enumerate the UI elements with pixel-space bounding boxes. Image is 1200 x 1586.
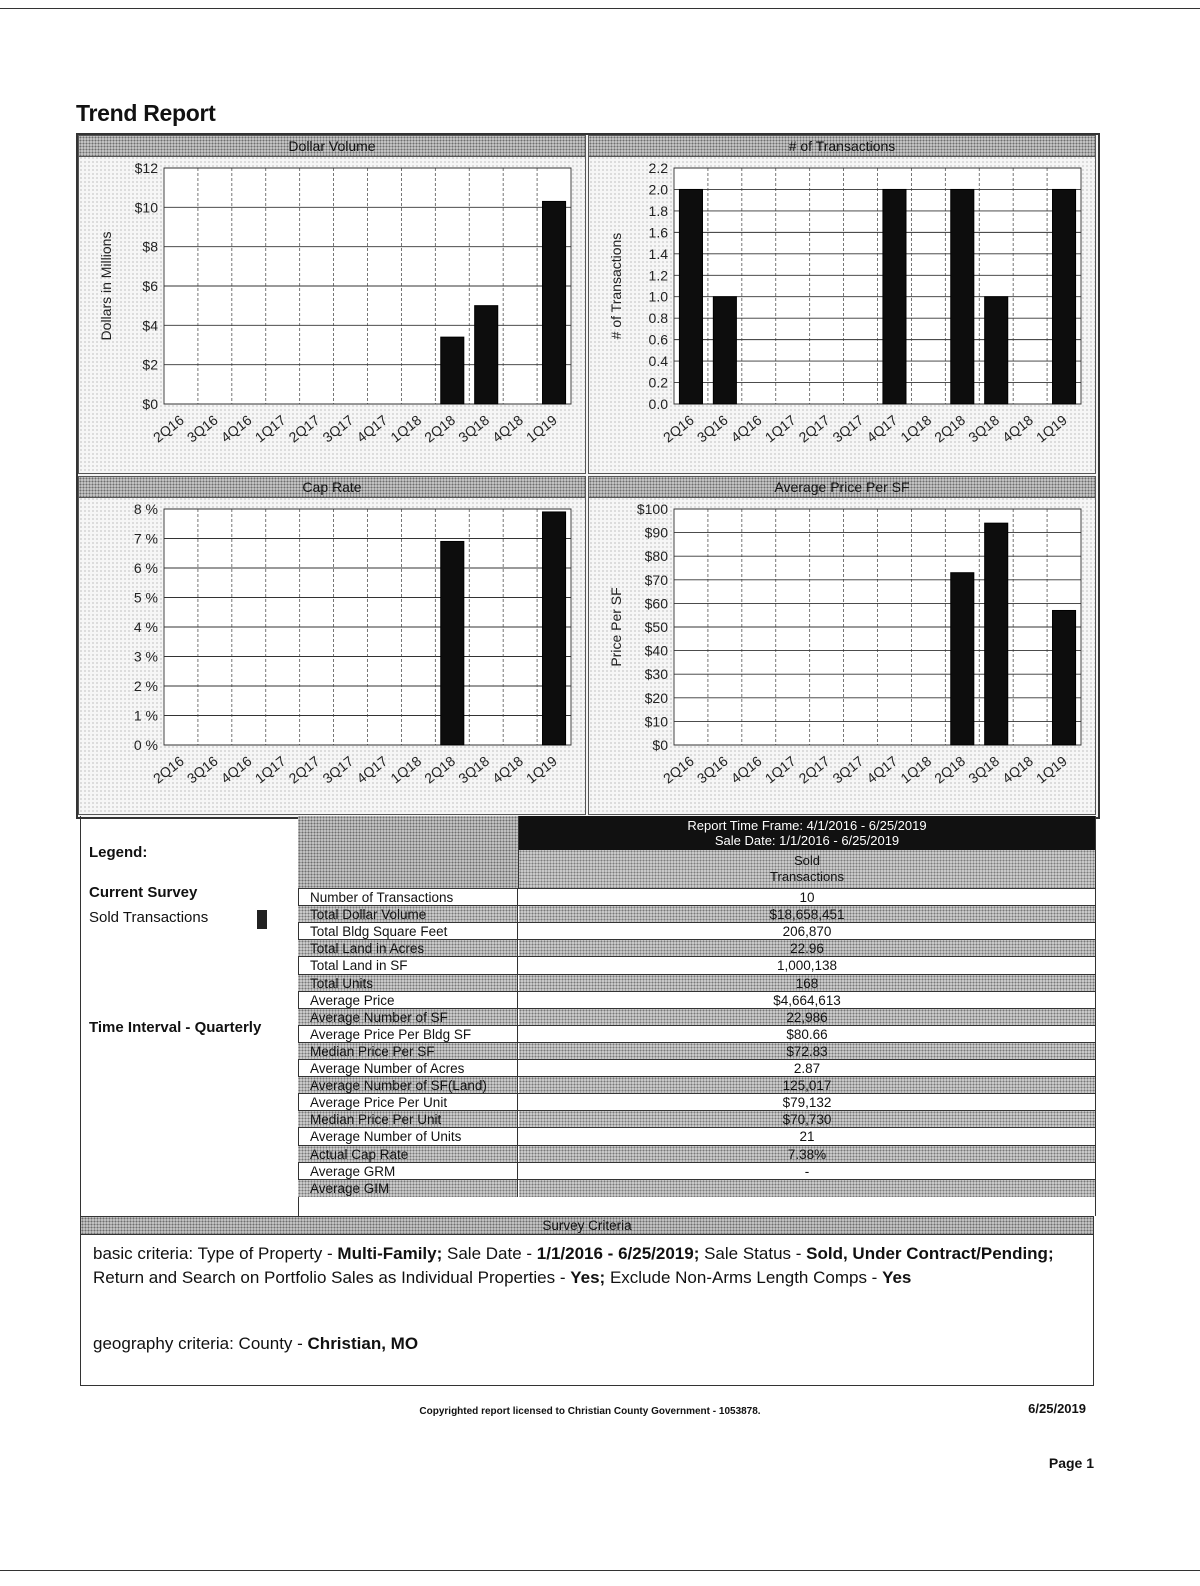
basic-criteria — [93, 1242, 1083, 1290]
y-tick-label: 1 % — [133, 707, 158, 724]
x-tick-label: 4Q16 — [217, 752, 255, 787]
bar — [543, 512, 566, 745]
row-value: 7.38% — [519, 1146, 1095, 1163]
row-value: $79,132 — [782, 1095, 832, 1111]
x-tick-label: 2Q17 — [285, 411, 323, 446]
x-tick-label: 2Q18 — [931, 411, 969, 446]
row-value: - — [804, 1163, 810, 1179]
bar — [951, 573, 974, 745]
row-value: 10 — [799, 890, 815, 905]
page-number: Page 1 — [1048, 1455, 1094, 1471]
y-tick-label: 3 % — [133, 648, 158, 665]
x-tick-label: 3Q16 — [693, 411, 731, 446]
table-row — [298, 1179, 1095, 1197]
dollar-volume-plot — [79, 156, 586, 474]
y-tick-label: 1.8 — [648, 202, 668, 219]
table-header-sold — [519, 850, 1095, 888]
row-label: Average Price Per Unit — [298, 1094, 518, 1111]
row-label: Average Number of SF — [298, 1009, 518, 1026]
x-tick-label: 1Q18 — [387, 752, 425, 787]
y-tick-label: $12 — [134, 160, 158, 176]
bar — [883, 189, 906, 404]
x-tick-label: 2Q16 — [149, 411, 187, 446]
y-tick-label: 1.0 — [648, 288, 668, 305]
y-tick-label: 7 % — [133, 530, 158, 547]
y-tick-label: $70 — [644, 571, 668, 588]
x-tick-label: 2Q17 — [795, 411, 833, 446]
table-row — [298, 1110, 1095, 1128]
x-tick-label: 4Q17 — [863, 411, 901, 446]
criteria-header: Survey Criteria — [81, 1216, 1093, 1235]
row-label: Average GIM — [298, 1180, 518, 1197]
row-label: Median Price Per Unit — [298, 1111, 518, 1128]
bar — [441, 541, 464, 745]
bar — [985, 523, 1008, 745]
y-tick-label: $0 — [142, 396, 158, 412]
row-label: Median Price Per SF — [298, 1043, 518, 1060]
table-row — [298, 1145, 1095, 1163]
table-row — [298, 939, 1095, 957]
x-tick-label: 2Q17 — [285, 752, 323, 787]
y-tick-label: 0.0 — [648, 396, 668, 412]
bar — [713, 297, 736, 404]
y-tick-label: $20 — [644, 689, 668, 706]
row-value: 22,986 — [519, 1009, 1095, 1026]
survey-criteria — [80, 1216, 1094, 1386]
bar — [1053, 610, 1076, 745]
status-value: Sold, Under Contract/Pending; — [806, 1244, 1054, 1263]
table-row — [298, 1162, 1095, 1180]
x-tick-label: 2Q16 — [659, 411, 697, 446]
x-tick-label: 3Q18 — [455, 752, 493, 787]
table-row — [298, 974, 1095, 992]
x-tick-label: 1Q19 — [1033, 752, 1070, 787]
x-tick-label: 3Q18 — [965, 411, 1003, 446]
x-tick-label: 4Q18 — [999, 411, 1036, 446]
portfolio-label: Return and Search on Portfolio Sales as Individual Properties - — [93, 1268, 566, 1287]
date-value: 1/1/2016 - 6/25/2019; — [536, 1244, 700, 1263]
x-tick-label: 2Q17 — [795, 752, 833, 787]
y-tick-label: 0.8 — [648, 310, 668, 327]
row-value: 21 — [799, 1129, 815, 1145]
x-tick-label: 3Q17 — [829, 411, 867, 446]
y-tick-label: 0.6 — [648, 331, 668, 348]
y-tick-label: 5 % — [133, 589, 158, 606]
x-tick-label: 1Q18 — [897, 752, 935, 787]
x-tick-label: 2Q18 — [931, 752, 969, 787]
price-per-sf-chart — [588, 476, 1096, 815]
chart-title: Average Price Per SF — [589, 477, 1095, 498]
x-tick-label: 4Q17 — [863, 752, 901, 787]
row-value: 1,000,138 — [776, 958, 838, 974]
cap-rate-plot — [79, 497, 586, 815]
y-axis-label: # of Transactions — [608, 232, 624, 340]
row-label: Number of Transactions — [298, 889, 518, 906]
row-value: $4,664,613 — [773, 992, 841, 1008]
chart-title: # of Transactions — [589, 136, 1095, 157]
price-per-sf-plot — [589, 497, 1096, 815]
y-tick-label: 2.0 — [648, 181, 668, 198]
geo-label: County - — [238, 1334, 303, 1353]
x-tick-label: 3Q16 — [183, 411, 221, 446]
row-value: $80.66 — [786, 1026, 828, 1042]
y-axis-label: Dollars in Millions — [98, 231, 114, 341]
table-row — [298, 1127, 1095, 1145]
chart-title: Dollar Volume — [79, 136, 585, 157]
y-tick-label: $10 — [134, 199, 158, 216]
y-tick-label: $90 — [644, 524, 668, 541]
bar — [985, 297, 1008, 404]
row-label: Total Bldg Square Feet — [298, 923, 518, 940]
y-tick-label: $6 — [142, 278, 158, 294]
legend — [81, 816, 299, 1216]
table-row — [298, 991, 1095, 1009]
x-tick-label: 2Q18 — [421, 752, 459, 787]
x-tick-label: 4Q16 — [217, 411, 255, 446]
type-value: Multi-Family; — [337, 1244, 443, 1263]
row-label: Total Units — [298, 975, 518, 992]
transactions-plot — [589, 156, 1096, 474]
row-label: Average Number of SF(Land) — [298, 1077, 518, 1094]
row-label: Total Land in Acres — [298, 940, 518, 957]
y-tick-label: $60 — [644, 595, 668, 612]
summary-table — [298, 816, 1095, 1216]
exclude-label: Exclude Non-Arms Length Comps - — [609, 1268, 878, 1287]
footer-date: 6/25/2019 — [1028, 1401, 1086, 1416]
y-tick-label: 4 % — [133, 619, 158, 635]
x-tick-label: 3Q17 — [319, 411, 357, 446]
dollar-volume-chart — [78, 135, 586, 474]
row-label: Total Dollar Volume — [298, 906, 518, 923]
type-label: Type of Property - — [197, 1244, 333, 1263]
table-row — [298, 905, 1095, 923]
x-tick-label: 1Q17 — [251, 411, 289, 446]
y-tick-label: $8 — [142, 238, 158, 255]
x-tick-label: 4Q18 — [999, 752, 1036, 787]
row-value: 125,017 — [519, 1077, 1095, 1094]
y-tick-label: 2.2 — [648, 160, 668, 176]
x-tick-label: 3Q17 — [319, 752, 357, 787]
x-tick-label: 2Q18 — [421, 411, 459, 446]
column-header-sold: Sold — [793, 853, 821, 868]
table-row — [298, 1059, 1095, 1077]
row-value: 168 — [519, 975, 1095, 992]
y-tick-label: 2 % — [133, 678, 158, 694]
row-value: 206,870 — [782, 924, 832, 940]
portfolio-value: Yes; — [570, 1268, 606, 1287]
x-tick-label: 1Q17 — [251, 752, 289, 787]
y-tick-label: $50 — [644, 619, 668, 635]
x-tick-label: 4Q16 — [727, 752, 765, 787]
x-tick-label: 3Q16 — [693, 752, 731, 787]
y-tick-label: $30 — [644, 666, 668, 683]
geography-criteria — [93, 1334, 418, 1354]
y-tick-label: $0 — [652, 737, 668, 753]
row-value — [519, 1180, 1095, 1197]
column-header-transactions: Transactions — [770, 869, 844, 884]
exclude-value: Yes — [882, 1268, 912, 1287]
table-row — [298, 1008, 1095, 1026]
y-tick-label: 1.4 — [648, 245, 668, 262]
x-tick-label: 1Q19 — [523, 752, 560, 787]
cap-rate-chart — [78, 476, 586, 815]
y-tick-label: 1.6 — [648, 224, 668, 241]
row-label: Average Number of Acres — [298, 1060, 518, 1077]
x-tick-label: 2Q16 — [149, 752, 187, 787]
transactions-chart — [588, 135, 1096, 474]
summary-section — [80, 816, 1096, 1216]
y-tick-label: 1.2 — [648, 267, 668, 284]
x-tick-label: 3Q18 — [965, 752, 1003, 787]
y-tick-label: 0 % — [133, 737, 158, 753]
page-title: Trend Report — [76, 100, 216, 126]
x-tick-label: 2Q16 — [659, 752, 697, 787]
table-row — [298, 1093, 1095, 1111]
x-tick-label: 3Q17 — [829, 752, 867, 787]
table-header-timeframe — [519, 816, 1095, 850]
table-row — [298, 922, 1095, 940]
y-tick-label: $10 — [644, 713, 668, 730]
bar — [1053, 189, 1076, 404]
chart-title: Cap Rate — [79, 477, 585, 498]
bar — [441, 337, 464, 404]
row-value: $18,658,451 — [519, 906, 1095, 923]
row-value: 2.87 — [793, 1061, 821, 1076]
row-label: Actual Cap Rate — [298, 1146, 518, 1163]
row-label: Total Land in SF — [298, 957, 518, 974]
y-tick-label: $80 — [644, 548, 668, 565]
table-row — [298, 1042, 1095, 1060]
geo-prefix: geography criteria: — [93, 1334, 234, 1353]
x-tick-label: 4Q18 — [489, 752, 526, 787]
footer-copyright: Copyrighted report licensed to Christian County Government - 1053878. — [419, 1406, 761, 1417]
table-row — [298, 956, 1095, 974]
legend-swatch-icon — [257, 910, 267, 929]
x-tick-label: 3Q16 — [183, 752, 221, 787]
x-tick-label: 1Q18 — [387, 411, 425, 446]
timeframe-text: Report Time Frame: 4/1/2016 - 6/25/2019 — [687, 818, 927, 833]
charts-panel — [76, 133, 1100, 819]
y-axis-label: Price Per SF — [608, 587, 624, 667]
bar — [679, 189, 702, 404]
y-tick-label: $2 — [142, 356, 158, 373]
row-value: $72.83 — [519, 1043, 1095, 1060]
legend-sold: Sold Transactions — [89, 909, 209, 926]
legend-title: Legend: — [89, 844, 148, 861]
status-label: Sale Status - — [704, 1244, 802, 1263]
legend-survey: Current Survey — [89, 884, 198, 901]
row-label: Average Price Per Bldg SF — [298, 1026, 518, 1043]
x-tick-label: 1Q17 — [761, 411, 799, 446]
x-tick-label: 1Q19 — [523, 411, 560, 446]
y-tick-label: 0.4 — [648, 353, 668, 370]
legend-interval: Time Interval - Quarterly — [89, 1019, 262, 1036]
row-value: 22.96 — [519, 940, 1095, 957]
row-label: Average Price — [298, 992, 518, 1009]
basic-prefix: basic criteria: — [93, 1244, 194, 1263]
date-label: Sale Date - — [447, 1244, 533, 1263]
y-tick-label: $100 — [636, 501, 668, 517]
x-tick-label: 3Q18 — [455, 411, 493, 446]
x-tick-label: 1Q19 — [1033, 411, 1070, 446]
x-tick-label: 1Q17 — [761, 752, 799, 787]
table-row — [298, 888, 1095, 906]
x-tick-label: 4Q17 — [353, 752, 391, 787]
y-tick-label: 8 % — [133, 501, 158, 517]
x-tick-label: 4Q17 — [353, 411, 391, 446]
bar — [951, 189, 974, 404]
saledate-text: Sale Date: 1/1/2016 - 6/25/2019 — [714, 833, 900, 848]
x-tick-label: 4Q16 — [727, 411, 765, 446]
bar — [543, 201, 566, 404]
y-tick-label: 0.2 — [648, 374, 668, 391]
x-tick-label: 4Q18 — [489, 411, 526, 446]
geo-value: Christian, MO — [307, 1334, 419, 1353]
row-value: $70,730 — [519, 1111, 1095, 1128]
table-header-blank — [298, 816, 519, 888]
y-tick-label: $40 — [644, 642, 668, 659]
table-row — [298, 1076, 1095, 1094]
x-tick-label: 1Q18 — [897, 411, 935, 446]
y-tick-label: $4 — [142, 317, 158, 334]
bar — [475, 306, 498, 404]
row-label: Average GRM — [298, 1163, 518, 1180]
y-tick-label: 6 % — [133, 560, 158, 576]
table-row — [298, 1025, 1095, 1043]
row-label: Average Number of Units — [298, 1128, 518, 1145]
